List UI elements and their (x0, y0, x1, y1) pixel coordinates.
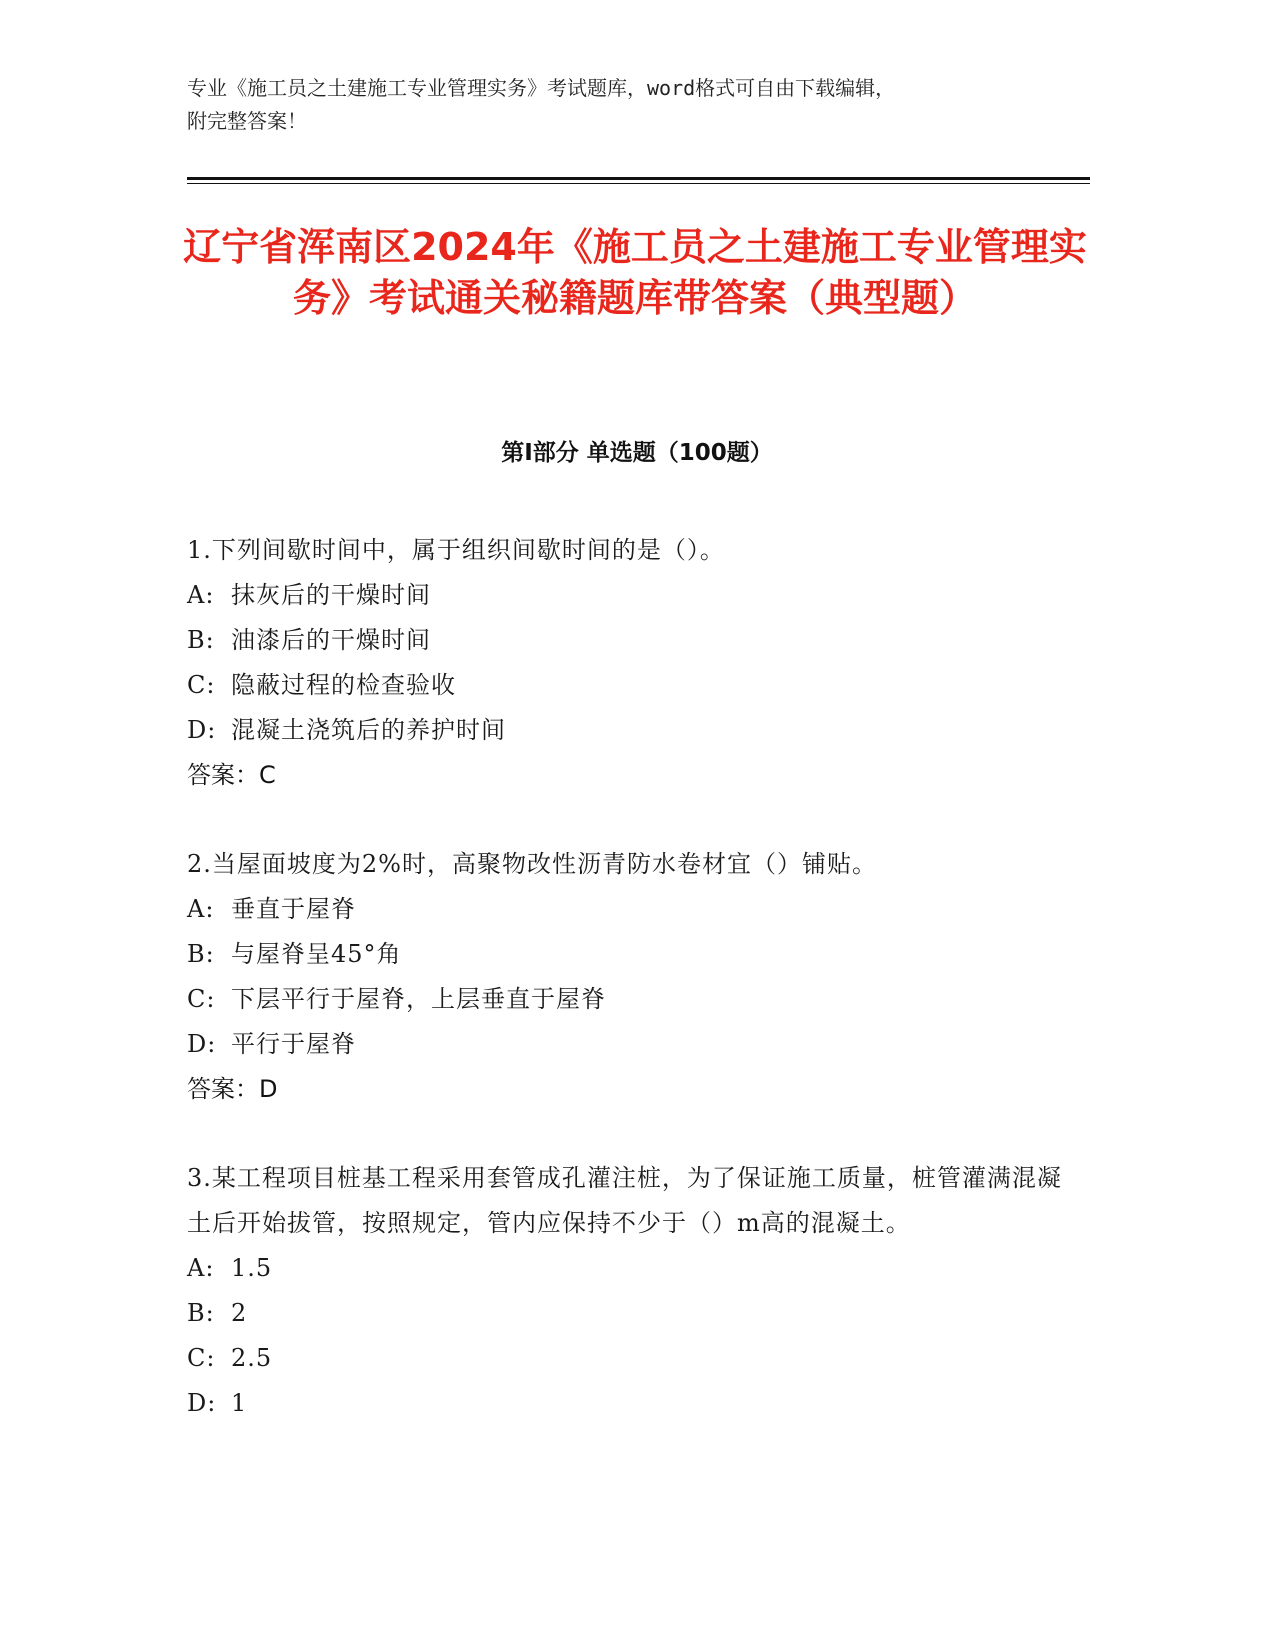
document-title: 辽宁省浑南区2024年《施工员之土建施工专业管理实务》考试通关秘籍题库带答案（典型题） (183, 225, 1087, 320)
option-d (187, 1022, 1067, 1067)
question-text: 3.某工程项目桩基工程采用套管成孔灌注桩，为了保证施工质量，桩管灌满混凝土后开始拔管，按照规定，管内应保持不少于（）m高的混凝土。 (187, 1164, 1062, 1237)
option-text: 平行于屋脊 (231, 1030, 356, 1058)
option-d (187, 1381, 1067, 1426)
question-3 (187, 1156, 1067, 1426)
option-letter: B: (187, 940, 215, 968)
option-b (187, 932, 1067, 977)
option-letter: A: (187, 895, 215, 923)
header-divider-thick (187, 177, 1090, 180)
option-a (187, 1246, 1067, 1291)
option-c (187, 1336, 1067, 1381)
option-text: 隐蔽过程的检查验收 (231, 671, 456, 699)
option-b (187, 618, 1067, 663)
option-a (187, 887, 1067, 932)
header-note-line-1: 专业《施工员之土建施工专业管理实务》考试题库，word格式可自由下载编辑， (187, 76, 896, 100)
option-c (187, 663, 1067, 708)
option-text: 与屋脊呈45°角 (231, 940, 402, 968)
option-c (187, 977, 1067, 1022)
option-text: 1.5 (231, 1254, 273, 1282)
option-text: 2 (231, 1299, 248, 1327)
question-2 (187, 842, 1067, 1112)
option-b (187, 1291, 1067, 1336)
question-text: 2.当屋面坡度为2%时，高聚物改性沥青防水卷材宜（）铺贴。 (187, 850, 877, 878)
header-note-line-2: 附完整答案！ (187, 109, 307, 133)
option-letter: A: (187, 581, 215, 609)
question-list (187, 528, 1067, 1470)
option-text: 下层平行于屋脊，上层垂直于屋脊 (231, 985, 606, 1013)
question-text: 1.下列间歇时间中，属于组织间歇时间的是（）。 (187, 536, 725, 564)
option-text: 1 (231, 1389, 248, 1417)
option-letter: D: (187, 1389, 217, 1417)
answer-line: 答案：C (187, 761, 276, 789)
header-divider-thin (187, 183, 1090, 184)
section-heading: 第Ⅰ部分 单选题（100题） (501, 440, 773, 466)
answer-line: 答案：D (187, 1075, 278, 1103)
option-text: 垂直于屋脊 (231, 895, 356, 923)
option-d (187, 708, 1067, 753)
option-a (187, 573, 1067, 618)
header-note (187, 72, 1087, 138)
option-letter: B: (187, 1299, 215, 1327)
option-letter: C: (187, 1344, 216, 1372)
question-1 (187, 528, 1067, 798)
option-text: 混凝土浇筑后的养护时间 (231, 716, 506, 744)
option-letter: B: (187, 626, 215, 654)
option-letter: D: (187, 1030, 217, 1058)
option-letter: A: (187, 1254, 215, 1282)
option-letter: C: (187, 671, 216, 699)
option-letter: C: (187, 985, 216, 1013)
option-text: 抹灰后的干燥时间 (231, 581, 431, 609)
option-text: 油漆后的干燥时间 (231, 626, 431, 654)
option-text: 2.5 (231, 1344, 273, 1372)
option-letter: D: (187, 716, 217, 744)
